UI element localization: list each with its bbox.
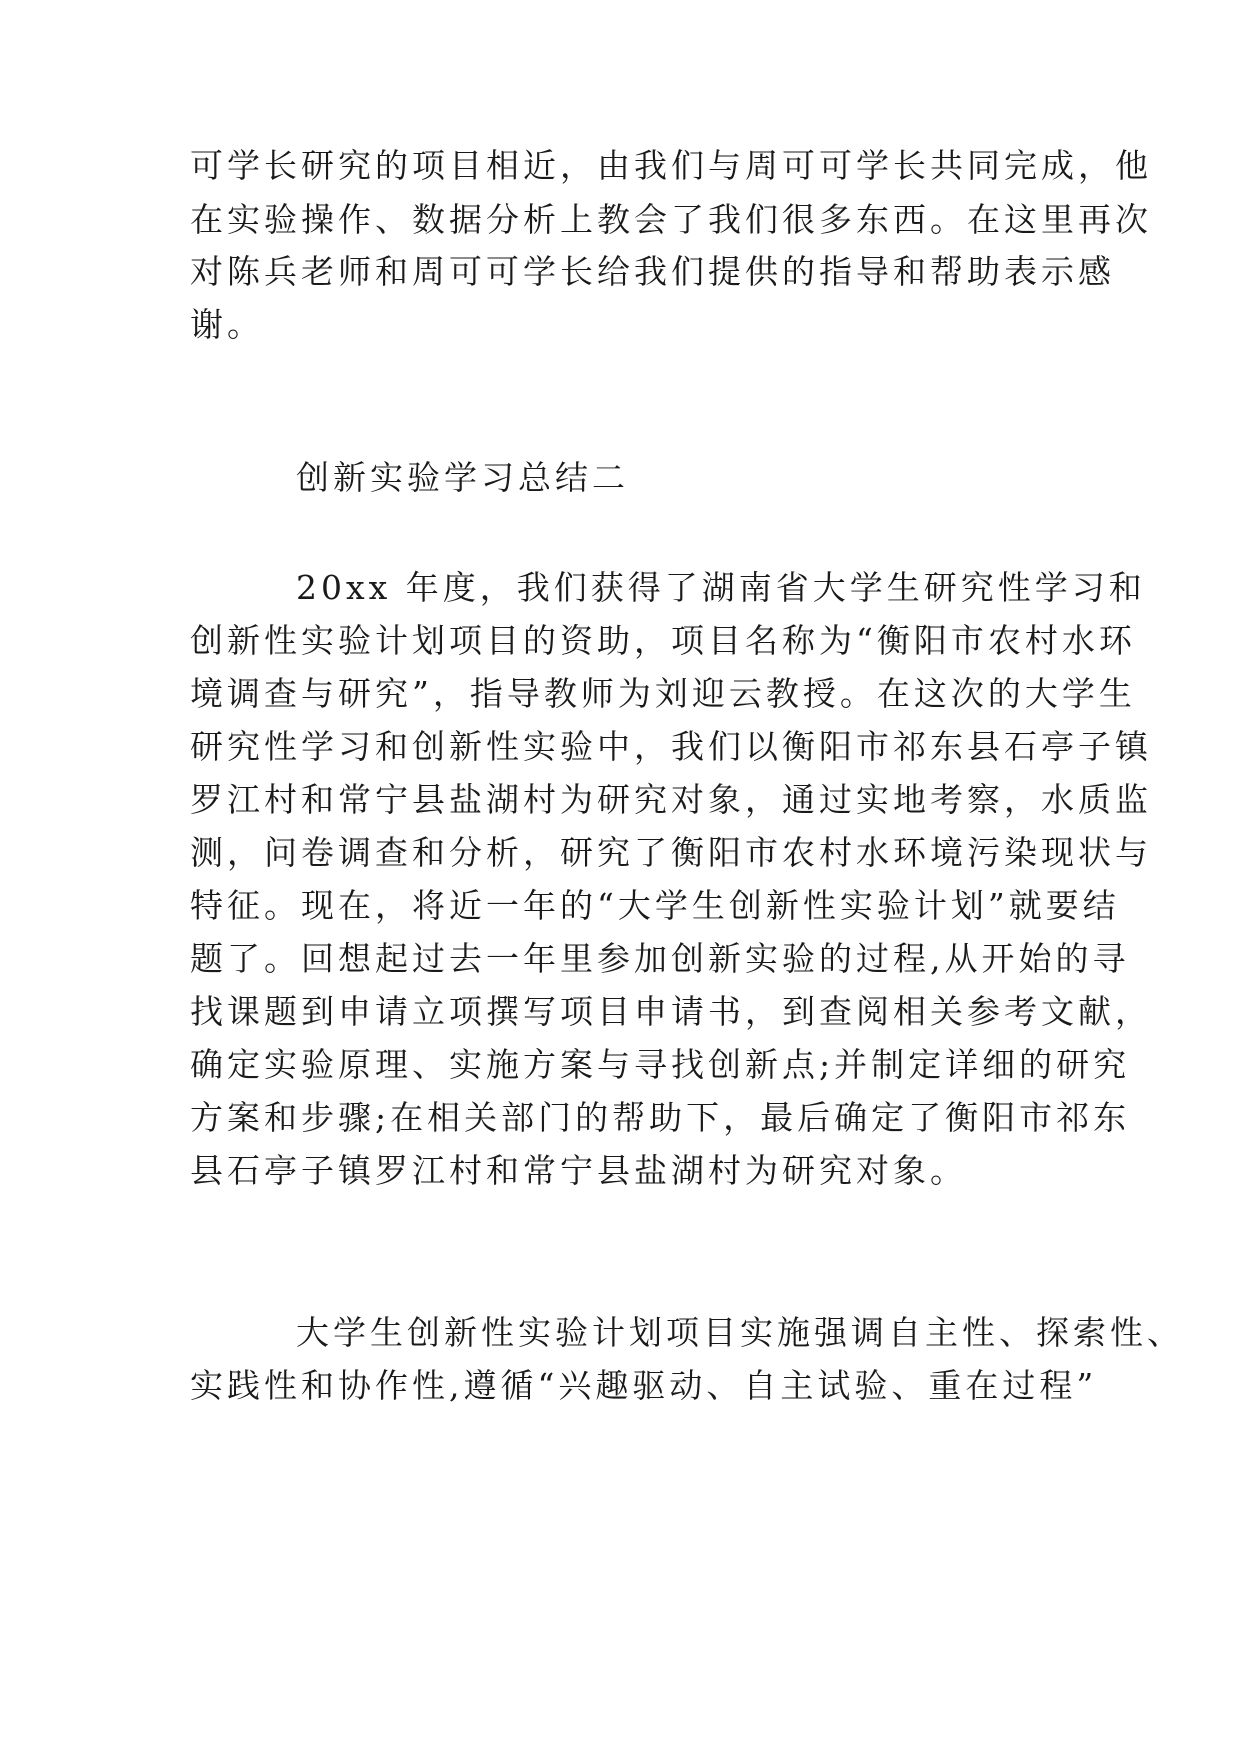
- paragraph-2-line: 20xx 年度，我们获得了湖南省大学生研究性学习和: [296, 568, 1146, 607]
- paragraph-1-line: 对陈兵老师和周可可学长给我们提供的指导和帮助表示感: [190, 252, 1115, 291]
- section-heading: 创新实验学习总结二: [296, 458, 629, 497]
- paragraph-2-line: 方案和步骤;在相关部门的帮助下，最后确定了衡阳市祁东: [190, 1098, 1131, 1137]
- paragraph-2-line: 测，问卷调查和分析，研究了衡阳市农村水环境污染现状与: [190, 833, 1152, 872]
- paragraph-2-line: 找课题到申请立项撰写项目申请书，到查阅相关参考文献，: [190, 992, 1152, 1031]
- paragraph-3-line: 实践性和协作性,遵循“兴趣驱动、自主试验、重在过程”: [190, 1366, 1098, 1405]
- paragraph-2-line: 研究性学习和创新性实验中，我们以衡阳市祁东县石亭子镇: [190, 727, 1152, 766]
- paragraph-2-line: 特征。现在，将近一年的“大学生创新性实验计划”就要结: [190, 886, 1120, 925]
- paragraph-2-line: 确定实验原理、实施方案与寻找创新点;并制定详细的研究: [190, 1045, 1131, 1084]
- paragraph-2-line: 县石亭子镇罗江村和常宁县盐湖村为研究对象。: [190, 1151, 967, 1190]
- paragraph-2-line: 题了。回想起过去一年里参加创新实验的过程,从开始的寻: [190, 939, 1130, 978]
- paragraph-1-line: 谢。: [190, 305, 264, 344]
- paragraph-1-line: 在实验操作、数据分析上教会了我们很多东西。在这里再次: [190, 200, 1152, 239]
- paragraph-2-line: 创新性实验计划项目的资助，项目名称为“衡阳市农村水环: [190, 621, 1136, 660]
- paragraph-3-line: 大学生创新性实验计划项目实施强调自主性、探索性、: [296, 1313, 1184, 1352]
- paragraph-1-line: 可学长研究的项目相近，由我们与周可可学长共同完成，他: [190, 146, 1152, 185]
- paragraph-2-line: 境调查与研究”，指导教师为刘迎云教授。在这次的大学生: [190, 674, 1136, 713]
- paragraph-2-line: 罗江村和常宁县盐湖村为研究对象，通过实地考察，水质监: [190, 780, 1152, 819]
